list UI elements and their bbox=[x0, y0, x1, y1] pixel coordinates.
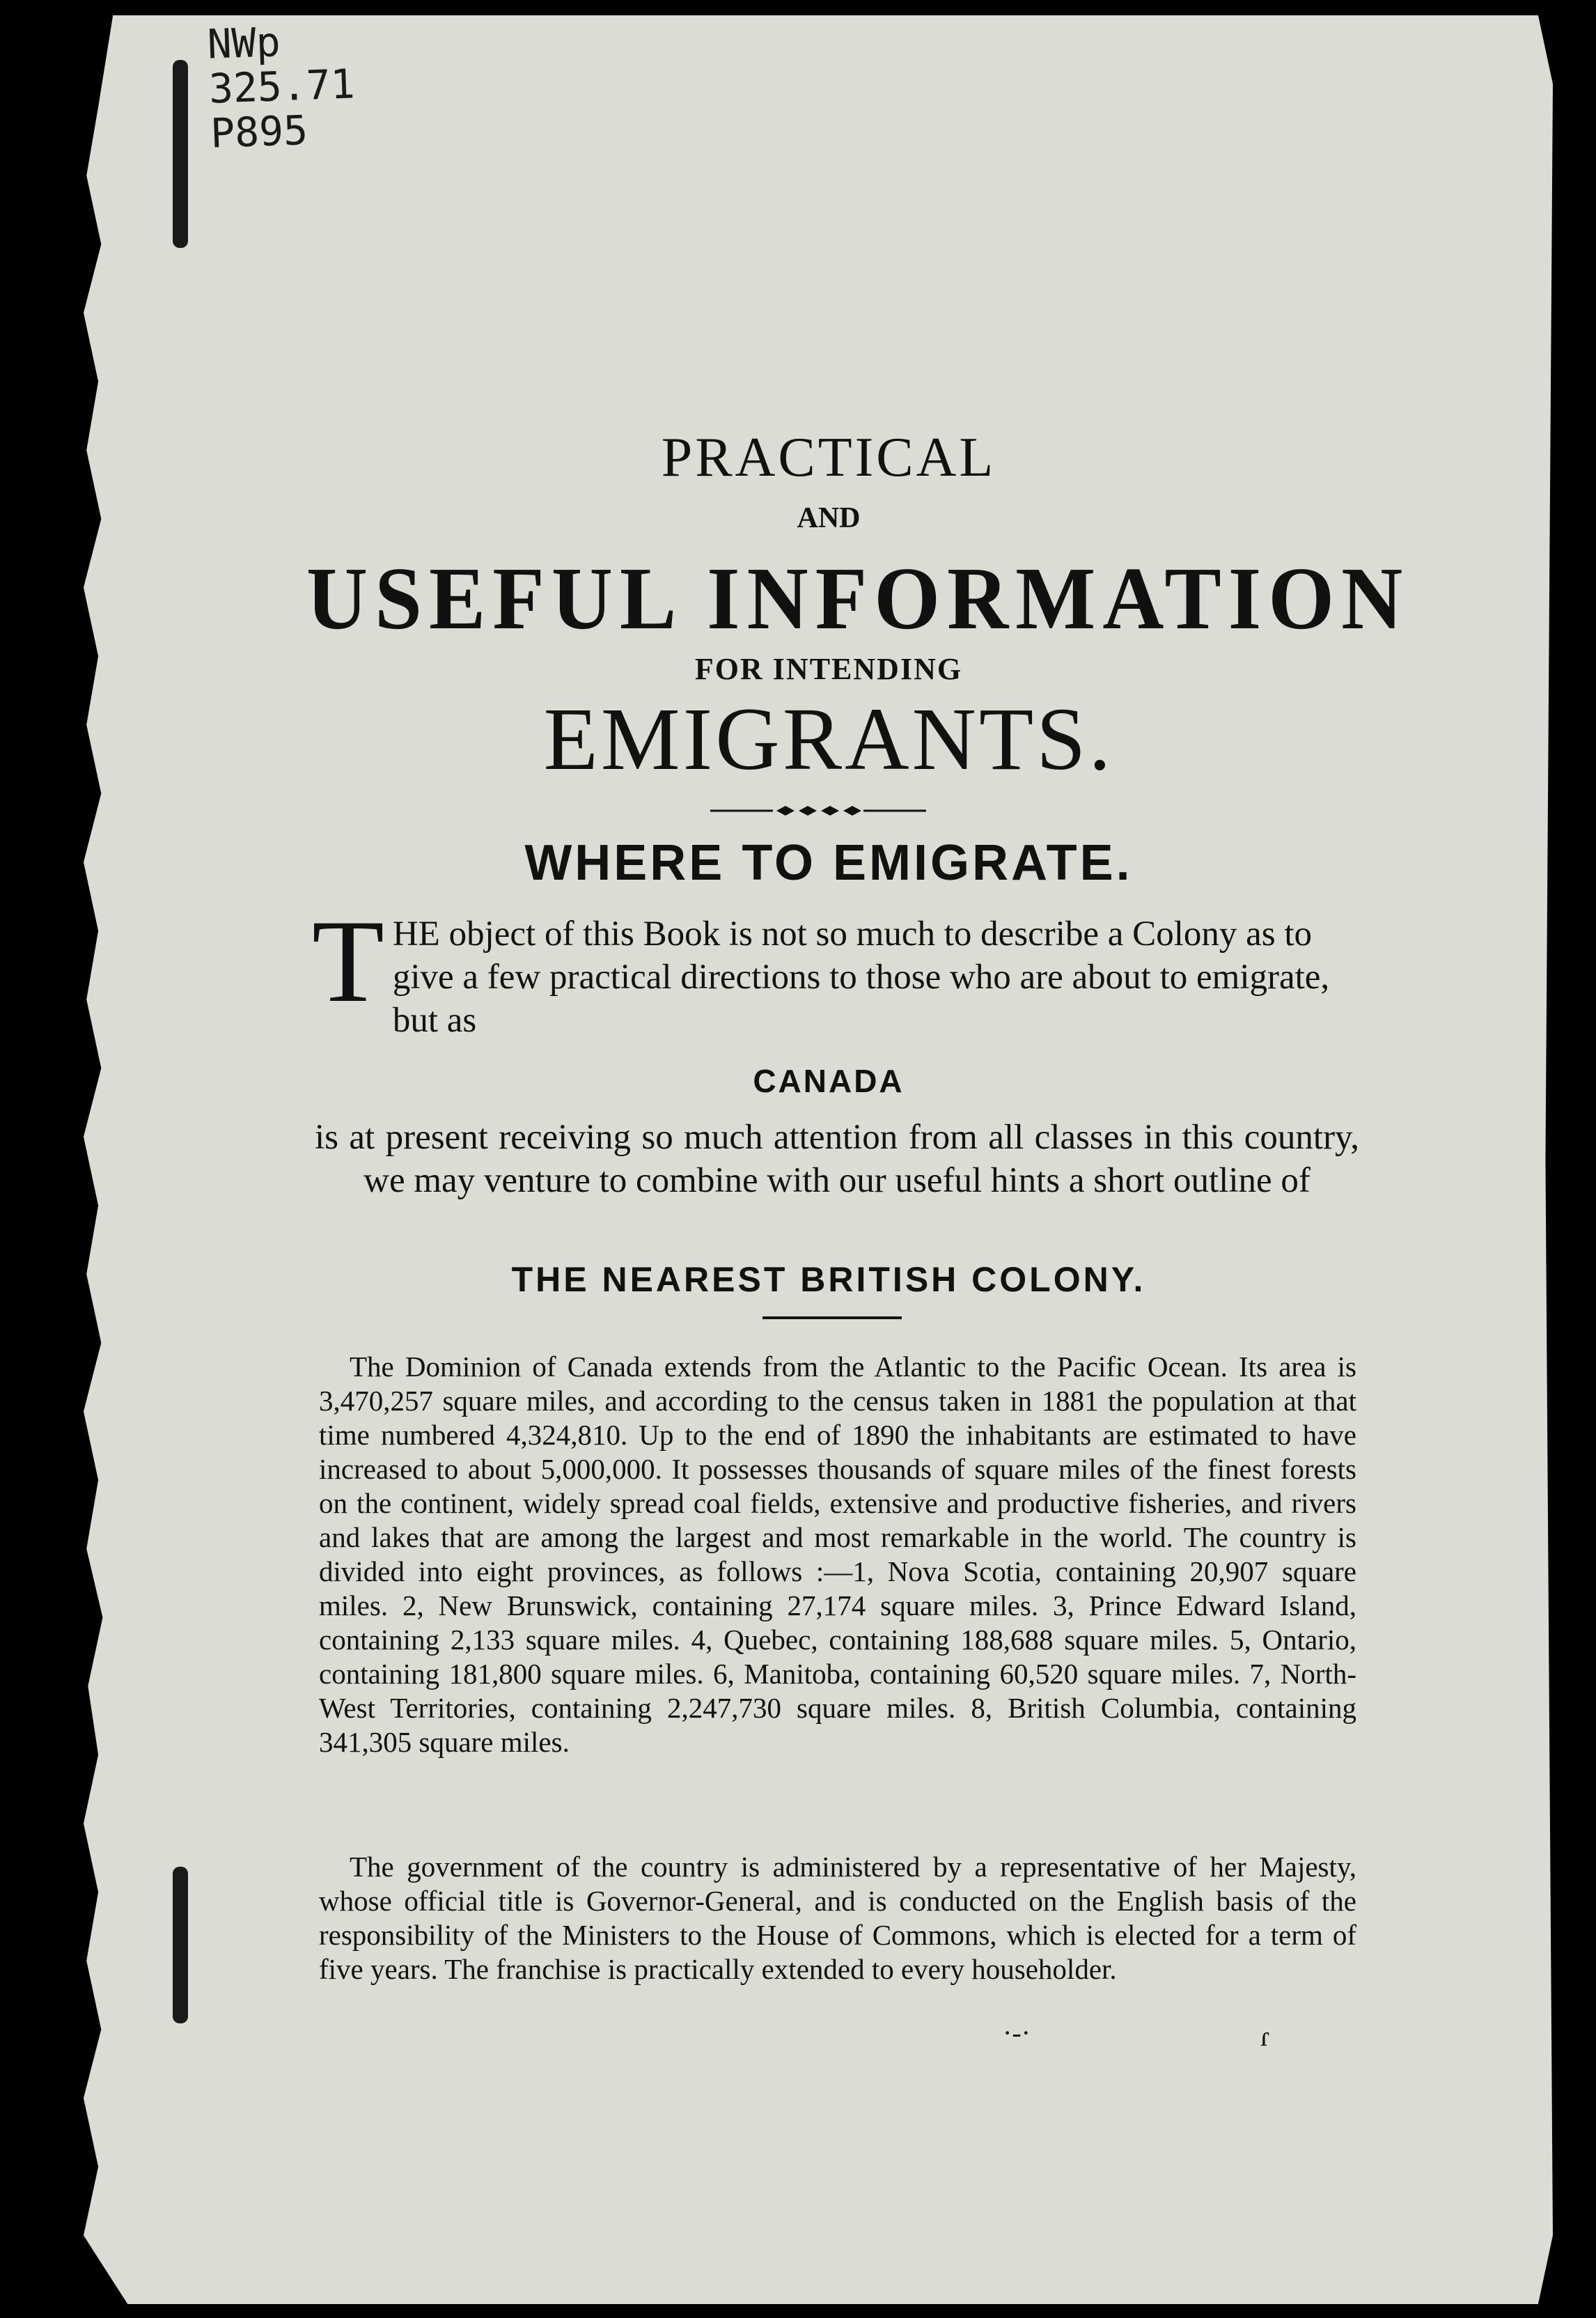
call-number-line: 325.71 bbox=[208, 60, 356, 113]
stray-ink-mark: ·-· bbox=[1003, 2017, 1031, 2048]
staple-bottom bbox=[173, 1867, 188, 2023]
ornament-divider bbox=[710, 803, 926, 818]
second-paragraph: is at present receiving so much attention from all classes in this country, we may venture to combine with our useful hints a short outline of bbox=[315, 1118, 1359, 1200]
stray-ink-mark: ɾ bbox=[1260, 2021, 1270, 2052]
title-line-useful-information: USEFUL INFORMATION bbox=[306, 549, 1410, 648]
body-paragraph-text: The government of the country is administered by a representative of her Majesty, whose official title is Governor-General, and is conducted on the English basis of the responsibility of the Ministers to the House of Commons, which is elected for a term of five years. The franchise is practically extended to every householder. bbox=[319, 1851, 1356, 1985]
body-paragraph-government bbox=[319, 1850, 1356, 1986]
body-paragraph-dominion bbox=[319, 1350, 1356, 1759]
canada-heading: CANADA bbox=[753, 1063, 905, 1099]
handwritten-call-number bbox=[207, 17, 357, 155]
title-line-for-intending: FOR INTENDING bbox=[694, 652, 963, 686]
call-number-line: P895 bbox=[210, 106, 309, 157]
call-number-line: NWp bbox=[206, 18, 281, 68]
intro-text: HE object of this Book is not so much to describe a Colony as to give a few practical directions to those who are about to emigrate, but as bbox=[392, 915, 1330, 1040]
section-heading: WHERE TO EMIGRATE. bbox=[524, 835, 1133, 891]
heading-rule bbox=[762, 1316, 902, 1319]
drop-cap: T bbox=[312, 896, 384, 1027]
title-line-and: AND bbox=[797, 502, 861, 534]
staple-top bbox=[173, 60, 188, 248]
body-paragraph-text: The Dominion of Canada extends from the Atlantic to the Pacific Ocean. Its area is 3,470,257 square miles, and according to the census taken in 1881 the population at that time numbered 4,324,810. Up to the end of 1890 the inhabitants are estimated to have increased to about 5,000,000. It possesses thousands of square miles of the finest forests on the continent, widely spread coal fields, extensive and productive fisheries, and rivers and lakes that are among the largest and most remarkable in the world. The country is divided into eight provinces, as follows :—1, Nova Scotia, containing 20,907 square miles. 2, New Brunswick, containing 27,174 square miles. 3, Prince Edward Island, containing 2,133 square miles. 4, Quebec, containing 188,688 square miles. 5, Ontario, containing 181,800 square miles. 6, Manitoba, containing 60,520 square miles. 7, North-West Territories, containing 2,247,730 square miles. 8, British Columbia, containing 341,305 square miles. bbox=[319, 1351, 1356, 1758]
colony-heading: THE NEAREST BRITISH COLONY. bbox=[511, 1260, 1146, 1299]
title-line-emigrants: EMIGRANTS. bbox=[543, 690, 1114, 788]
title-line-practical: PRACTICAL bbox=[661, 427, 996, 488]
intro-paragraph bbox=[312, 896, 1359, 1042]
